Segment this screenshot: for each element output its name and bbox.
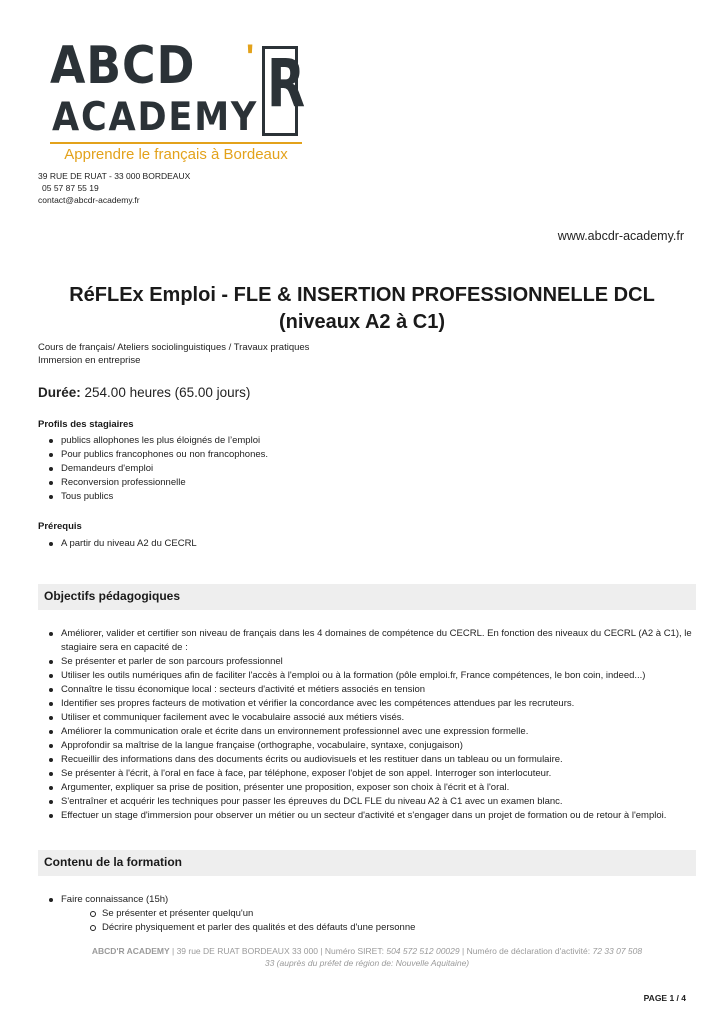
logo-r-letter: R [267, 45, 306, 122]
list-item: publics allophones les plus éloignés de l’emploi [38, 434, 268, 448]
website-link[interactable]: www.abcdr-academy.fr [557, 229, 684, 243]
list-item: Demandeurs d'emploi [38, 462, 268, 476]
footer-line-1: ABCD'R ACADEMY | 39 rue DE RUAT BORDEAUX 33 000 | Numéro SIRET: 504 572 512 00029 | Numéro de déclaration d'activité: 72 33 07 508 [91, 946, 643, 956]
footer-siret-label: Numéro SIRET: [324, 946, 384, 956]
list-item: Se présenter et parler de son parcours professionnel [38, 655, 696, 669]
document-title [40, 282, 684, 336]
objectives-list [38, 627, 696, 823]
footer-company: ABCD'R ACADEMY [91, 946, 170, 956]
objectives-section-header [38, 584, 696, 610]
profiles-heading: Profils des stagiaires [38, 419, 134, 430]
contact-phone: 05 57 87 55 19 [42, 183, 99, 193]
sub-list-item: Se présenter et présenter quelqu'un [88, 907, 415, 921]
objectives-heading: Objectifs pédagogiques [44, 589, 181, 603]
logo-r-box [262, 45, 306, 136]
logo-wordmark-academy: ACADEMY [52, 95, 259, 140]
footer-address: 39 rue DE RUAT BORDEAUX 33 000 [176, 946, 318, 956]
list-item: Utiliser les outils numériques afin de faciliter l'accès à l'emploi ou à la formation (pôle emploi.fr, France compétences, le bon coin, indeed...) [38, 669, 696, 683]
logo-underline [50, 142, 302, 144]
list-item: Améliorer, valider et certifier son niveau de français dans les 4 domaines de compétence du CECRL. En fonction des niveaux du CECRL (A2 à C1), le stagiaire sera en capacité de : [38, 627, 696, 655]
list-item: Utiliser et communiquer facilement avec le vocabulaire associé aux métiers visés. [38, 711, 696, 725]
content-sub-list [88, 907, 415, 935]
duration [38, 385, 250, 400]
subtitle-line-2: Immersion en entreprise [38, 355, 141, 366]
list-item: Connaître le tissu économique local : secteurs d'activité et métiers associés en tension [38, 683, 696, 697]
subtitle-line-1: Cours de français/ Ateliers sociolinguistiques / Travaux pratiques [38, 342, 310, 353]
content-list [38, 893, 168, 907]
company-logo [50, 36, 306, 164]
prerequisites-heading: Prérequis [38, 521, 82, 532]
list-item: Approfondir sa maîtrise de la langue française (orthographe, vocabulaire, syntaxe, conjugaison) [38, 739, 696, 753]
page-number: PAGE 1 / 4 [643, 993, 686, 1003]
list-item: Effectuer un stage d'immersion pour observer un métier ou un secteur d'activité et s'engager dans un projet de formation ou de retour à l'emploi. [38, 809, 696, 823]
contact-email[interactable]: contact@abcdr-academy.fr [38, 195, 140, 205]
contact-address: 39 RUE DE RUAT - 33 000 BORDEAUX [38, 171, 191, 181]
duration-value: 254.00 heures (65.00 jours) [84, 385, 251, 400]
list-item: Reconversion professionnelle [38, 476, 268, 490]
content-section-header [38, 850, 696, 876]
list-item: A partir du niveau A2 du CECRL [38, 537, 197, 551]
list-item: Faire connaissance (15h) [38, 893, 168, 907]
list-item: Recueillir des informations dans des documents écrits ou audiovisuels et les restituer dans un tableau ou un formulaire. [38, 753, 696, 767]
list-item: Se présenter à l'écrit, à l'oral en face à face, par téléphone, exposer l'objet de son appel. Interroger son interlocuteur. [38, 767, 696, 781]
list-item: S'entraîner et acquérir les techniques pour passer les épreuves du DCL FLE du niveau A2 à C1 avec un examen blanc. [38, 795, 696, 809]
logo-apostrophe: ' [246, 38, 255, 76]
content-heading: Contenu de la formation [44, 855, 182, 869]
footer-decl-number: 72 33 07 508 [592, 946, 643, 956]
sub-list-item: Décrire physiquement et parler des qualités et des défauts d'une personne [88, 921, 415, 935]
list-item: Identifier ses propres facteurs de motivation et vérifier la concordance avec les compétences attendues par les recruteurs. [38, 697, 696, 711]
title-line-1: RéFLEx Emploi - FLE & INSERTION PROFESSIONNELLE DCL [69, 284, 655, 306]
prerequisites-list [38, 537, 197, 551]
profiles-list [38, 434, 268, 504]
title-line-2: (niveaux A2 à C1) [279, 311, 445, 333]
logo-tagline: Apprendre le français à Bordeaux [64, 146, 288, 163]
page-footer [38, 945, 696, 969]
footer-prefect: 33 (auprès du préfet de région de: Nouvelle Aquitaine) [264, 958, 470, 968]
footer-siret: 504 572 512 00029 [386, 946, 460, 956]
logo-wordmark-abcd: ABCD [50, 36, 196, 96]
list-item: Tous publics [38, 490, 268, 504]
footer-line-2 [38, 957, 696, 969]
duration-label: Durée: [38, 385, 81, 400]
list-item: Argumenter, expliquer sa prise de position, présenter une proposition, exposer son choix à l'écrit et à l'oral. [38, 781, 696, 795]
footer-decl-label: Numéro de déclaration d'activité: [466, 946, 591, 956]
list-item: Pour publics francophones ou non francophones. [38, 448, 268, 462]
list-item: Améliorer la communication orale et écrite dans un environnement professionnel avec une expression formelle. [38, 725, 696, 739]
